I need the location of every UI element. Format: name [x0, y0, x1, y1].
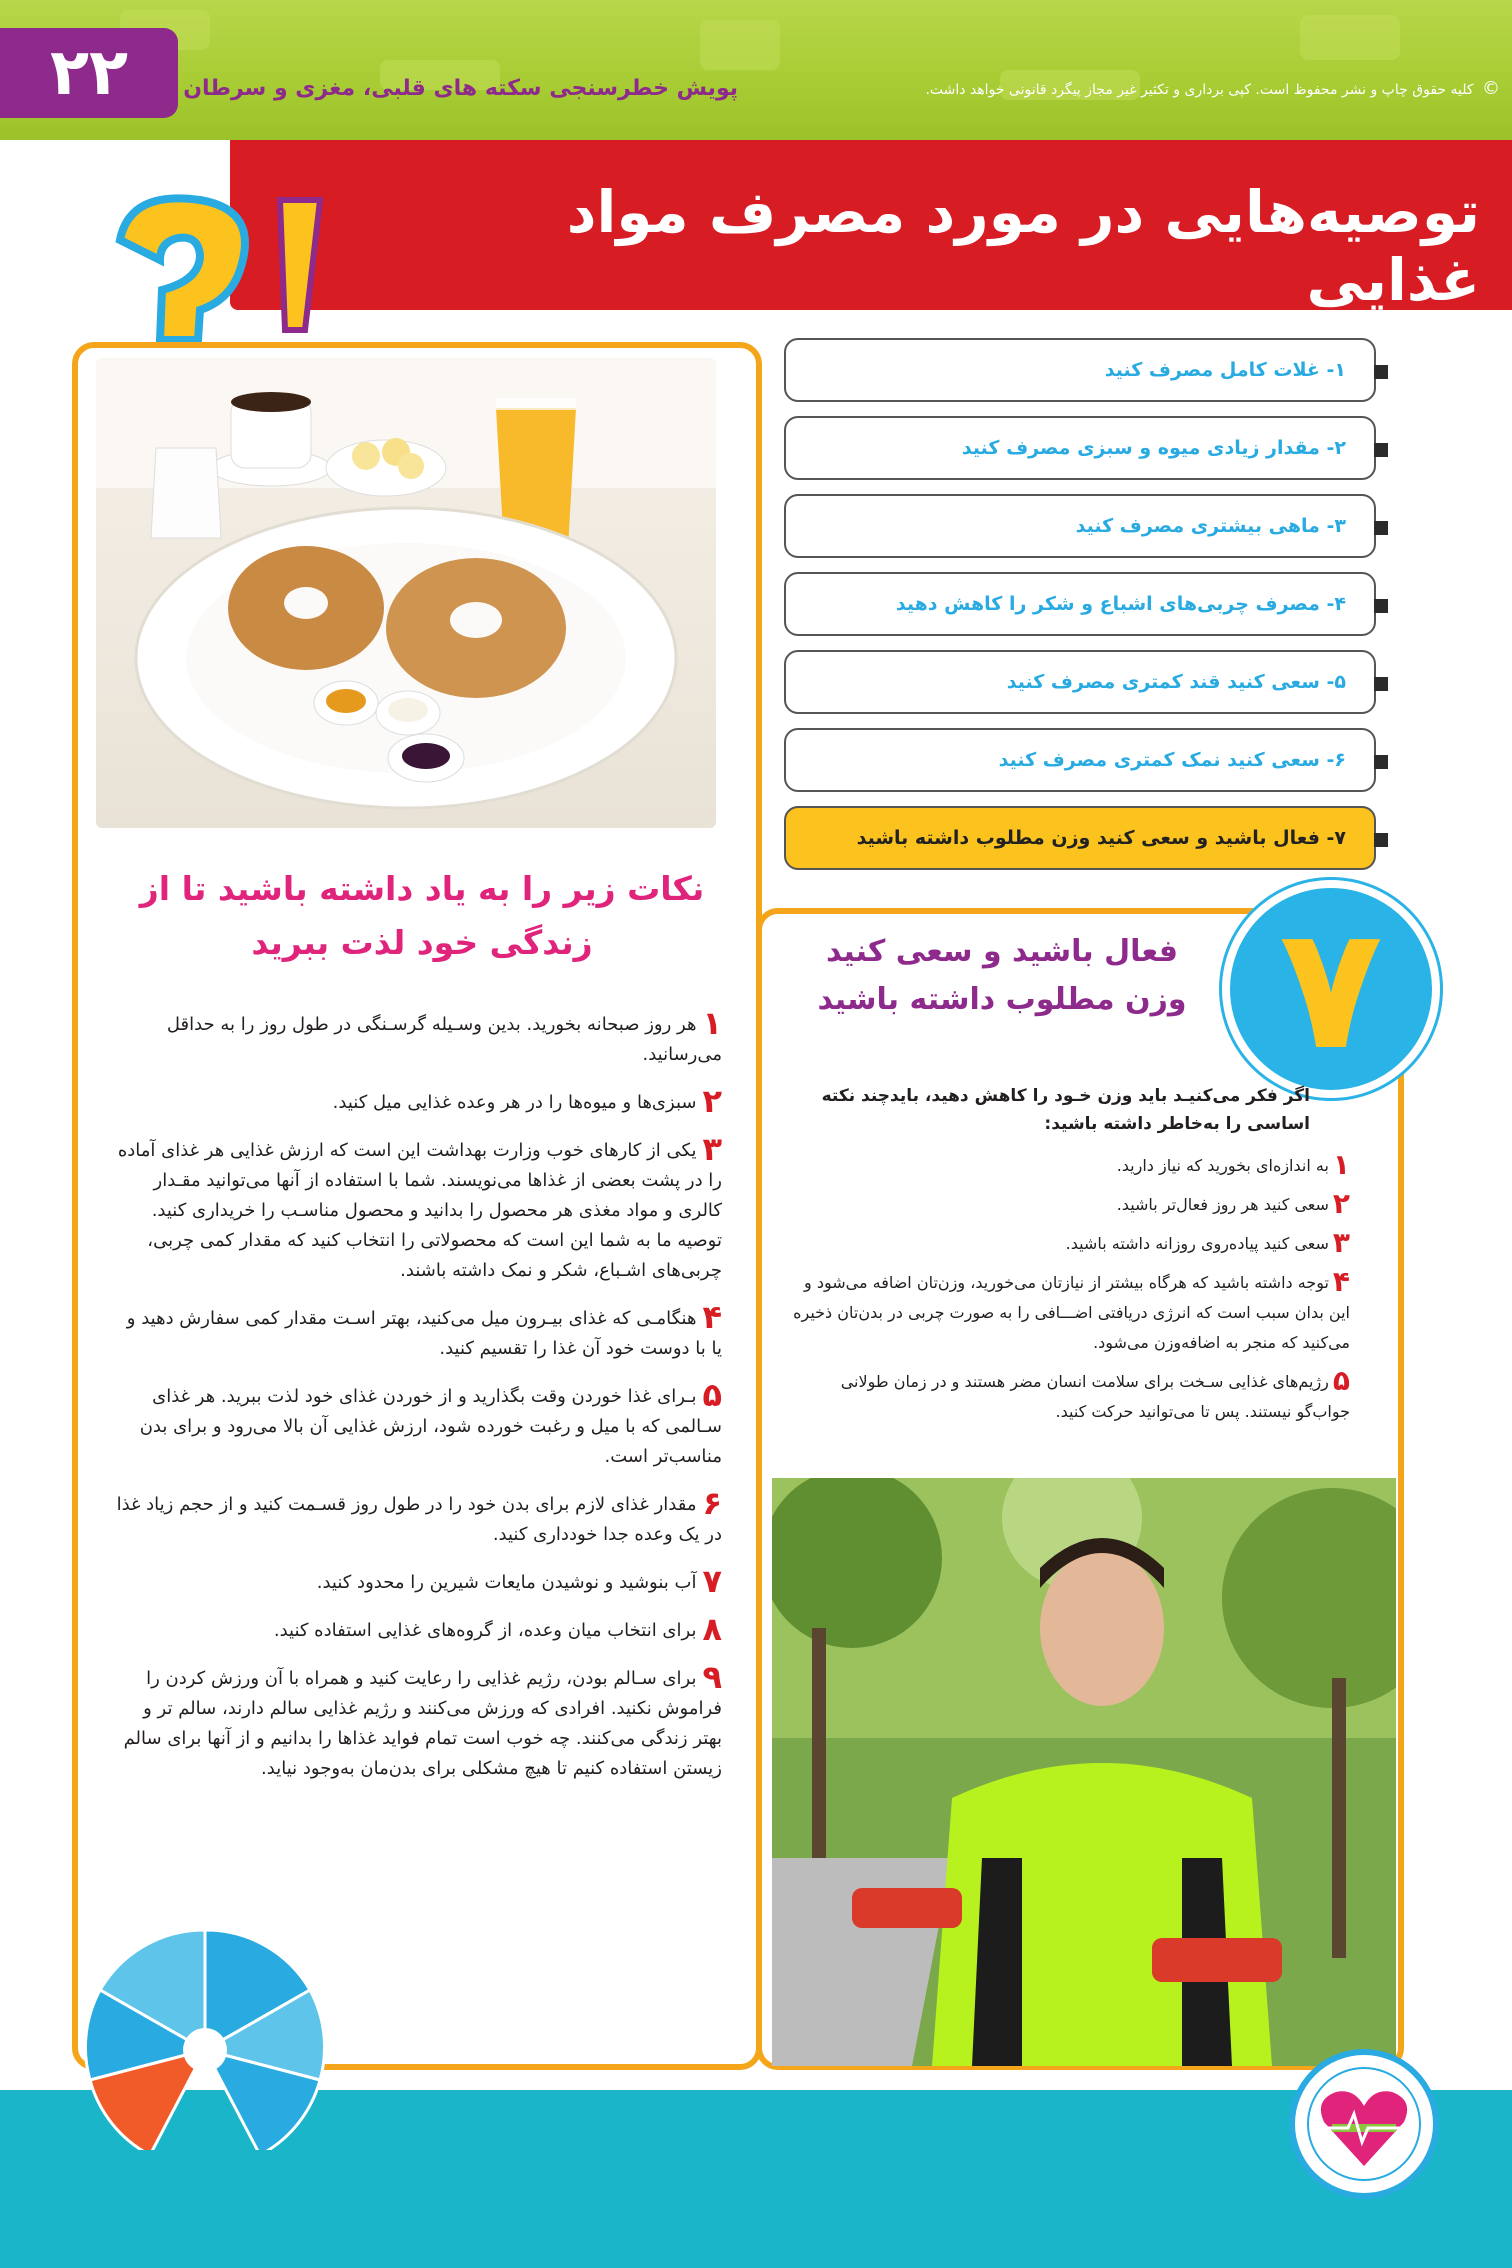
bullet-marker [1374, 755, 1388, 769]
tip-item [112, 1298, 722, 1364]
recommendation-label: ۴- مصرف چربی‌های اشباع و شکر را کاهش دهید [895, 593, 1346, 615]
bullet-marker [1374, 677, 1388, 691]
tip-item [112, 1562, 722, 1600]
item-number: ۳ [1332, 1226, 1350, 1259]
section-seven-title: فعال باشید و سعی کنید وزن مطلوب داشته باشید [817, 934, 1187, 1017]
item-text: سعی کنید پیاده‌روی روزانه داشته باشید. [1065, 1234, 1329, 1253]
section-seven-list [790, 1150, 1350, 1435]
series-title: پویش خطرسنجی سکته های قلبی، مغزی و سرطان [183, 76, 738, 101]
tip-item [112, 1610, 722, 1648]
recommendation-label: ۱- غلات کامل مصرف کنید [1104, 359, 1346, 381]
breakfast-photo [96, 358, 716, 828]
recommendation-label: ۳- ماهی بیشتری مصرف کنید [1075, 515, 1346, 537]
recommendation-item [784, 728, 1376, 792]
recommendation-label: ۷- فعال باشید و سعی کنید وزن مطلوب داشته باشید [856, 827, 1346, 849]
tip-text: برای انتخاب میان وعده، از گروه‌های غذایی استفاده کنید. [273, 1620, 697, 1641]
tip-number: ۸ [702, 1610, 722, 1648]
tip-item [112, 1004, 722, 1070]
item-number: ۴ [1332, 1265, 1350, 1298]
bullet-marker [1374, 599, 1388, 613]
bullet-marker [1374, 521, 1388, 535]
tip-text: یکی از کارهای خوب وزارت بهداشت این است که ارزش غذایی هر غذای آماده را در پشت بعضی از غذاها می‌نویسند. شما با استفاده از آنها می‌توانید مقـدار کالری و مواد مغذی هر محصول را بدانید و محصول مناسـب را خریداری کنید. توصیه ما به شما این است که محصولاتی را انتخاب کنید که مقدار کمی چربی، چربی‌های اشـباع، شکر و نمک داشته باشند. [117, 1140, 722, 1281]
item-number: ۲ [1332, 1187, 1350, 1220]
recommendation-item [784, 494, 1376, 558]
header-texture [0, 0, 1512, 140]
tip-text: برای سـالم بودن، رژیم غذایی را رعایت کنید و همراه با آن ورزش کردن را فراموش نکنید. افرادی که ورزش می‌کنند و رژیم غذایی سالم دارند، سالم تر و بهتر زندگی می‌کنند. چه خوب است تمام فواید غذاها را بدانیم و از آنها برای سالم زیستن استفاده کنیم تا هیچ مشکلی برای بدن‌مان به‌وجود نیاید. [123, 1668, 722, 1779]
tip-item [112, 1082, 722, 1120]
tip-number: ۵ [702, 1376, 722, 1414]
tip-number: ۱ [702, 1004, 722, 1042]
banner-title: توصیه‌هایی در مورد مصرف مواد غذایی [566, 178, 1480, 314]
item-number: ۱ [1332, 1148, 1350, 1181]
recommendation-item [784, 416, 1376, 480]
tip-text: بـرای غذا خوردن وقت بگذارید و از خوردن غذای خود لذت ببرید. هر غذای سـالمی که با میل و رغبت خورده شود، ارزش غذایی آن بالا می‌رود و برای بدن مناسب‌تر است. [139, 1386, 722, 1467]
tip-item [112, 1130, 722, 1286]
bullet-marker [1374, 365, 1388, 379]
item-number: ۵ [1332, 1364, 1350, 1397]
tip-number: ۹ [702, 1658, 722, 1696]
tip-number: ۳ [702, 1130, 722, 1168]
copyright-text: کلیه حقوق چاپ و نشر محفوظ است. کپی برداری و تکثیر غیر مجاز پیگرد قانونی خواهد داشت. [925, 82, 1474, 98]
list-item [790, 1228, 1350, 1259]
bullet-marker [1374, 833, 1388, 847]
recommendation-label: ۶- سعی کنید نمک کمتری مصرف کنید [998, 749, 1346, 771]
list-item [790, 1189, 1350, 1220]
tip-text: هنگامـی که غذای بیـرون میل می‌کنید، بهتر اسـت مقدار کمی سفارش دهید و یا با دوست خود آن غذا را تقسیم کنید. [126, 1308, 722, 1359]
tip-text: آب بنوشید و نوشیدن مایعات شیرین را محدود کنید. [316, 1572, 697, 1593]
tip-number: ۷ [702, 1562, 722, 1600]
tip-item [112, 1484, 722, 1550]
recommendation-label: ۲- مقدار زیادی میوه و سبزی مصرف کنید [961, 437, 1346, 459]
copyright-symbol: © [1482, 78, 1500, 99]
tip-number: ۴ [702, 1298, 722, 1336]
tips-list [112, 1004, 722, 1800]
tip-item [112, 1658, 722, 1784]
page-number: ۲۲ [0, 28, 178, 118]
tip-number: ۶ [702, 1484, 722, 1522]
item-text: توجه داشته باشید که هرگاه بیشتر از نیازتان می‌خورید، وزن‌تان اضافه می‌شود و این بدان سبب است که انرژی دریافتی اضـــافی را به صورت چربی در بدن‌تان ذخیره می‌کنید که منجر به اضافه‌وزن می‌شود. [793, 1273, 1350, 1352]
tip-text: سبزی‌ها و میوه‌ها را در هر وعده غذایی میل کنید. [332, 1092, 697, 1113]
recommendation-label: ۵- سعی کنید قند کمتری مصرف کنید [1006, 671, 1346, 693]
tip-text: مقدار غذای لازم برای بدن خود را در طول روز قسـمت کنید و از حجم زیاد غذا در یک وعده جدا خودداری کنید. [116, 1494, 722, 1545]
list-item [790, 1150, 1350, 1181]
copyright-notice [860, 78, 1500, 99]
recommendations-list [784, 338, 1376, 884]
list-item [790, 1267, 1350, 1358]
tip-text: هر روز صبحانه بخورید. بدین وسـیله گرسـنگی در طول روز را به حداقل می‌رسانید. [166, 1014, 722, 1065]
item-text: رژیم‌های غذایی سـخت برای سلامت انسان مضر هستند و در زمان طولانی جواب‌گو نیستند. پس تا می‌توانید حرکت کنید. [840, 1372, 1350, 1421]
top-header-band [0, 0, 1512, 140]
recommendation-item-highlighted [784, 806, 1376, 870]
exercise-photo [772, 1478, 1396, 2066]
recommendation-item [784, 572, 1376, 636]
recommendation-item [784, 650, 1376, 714]
tips-heading: نکات زیر را به یاد داشته باشید تا از زندگی خود لذت ببرید [139, 869, 705, 962]
campaign-heart-logo [1288, 2048, 1440, 2200]
tip-item [112, 1376, 722, 1472]
item-text: به اندازه‌ای بخورید که نیاز دارید. [1116, 1156, 1329, 1175]
section-seven-intro: اگر فکر می‌کنیـد باید وزن خـود را کاهش دهید، بایدچند نکته اساسی را به‌خاطر داشته باشید: [821, 1086, 1310, 1134]
health-icons-wheel [80, 1930, 330, 2150]
recommendation-item [784, 338, 1376, 402]
tip-number: ۲ [702, 1082, 722, 1120]
section-number-badge: ۷ [1222, 880, 1440, 1098]
list-item [790, 1366, 1350, 1427]
bullet-marker [1374, 443, 1388, 457]
item-text: سعی کنید هر روز فعال‌تر باشید. [1116, 1195, 1329, 1214]
